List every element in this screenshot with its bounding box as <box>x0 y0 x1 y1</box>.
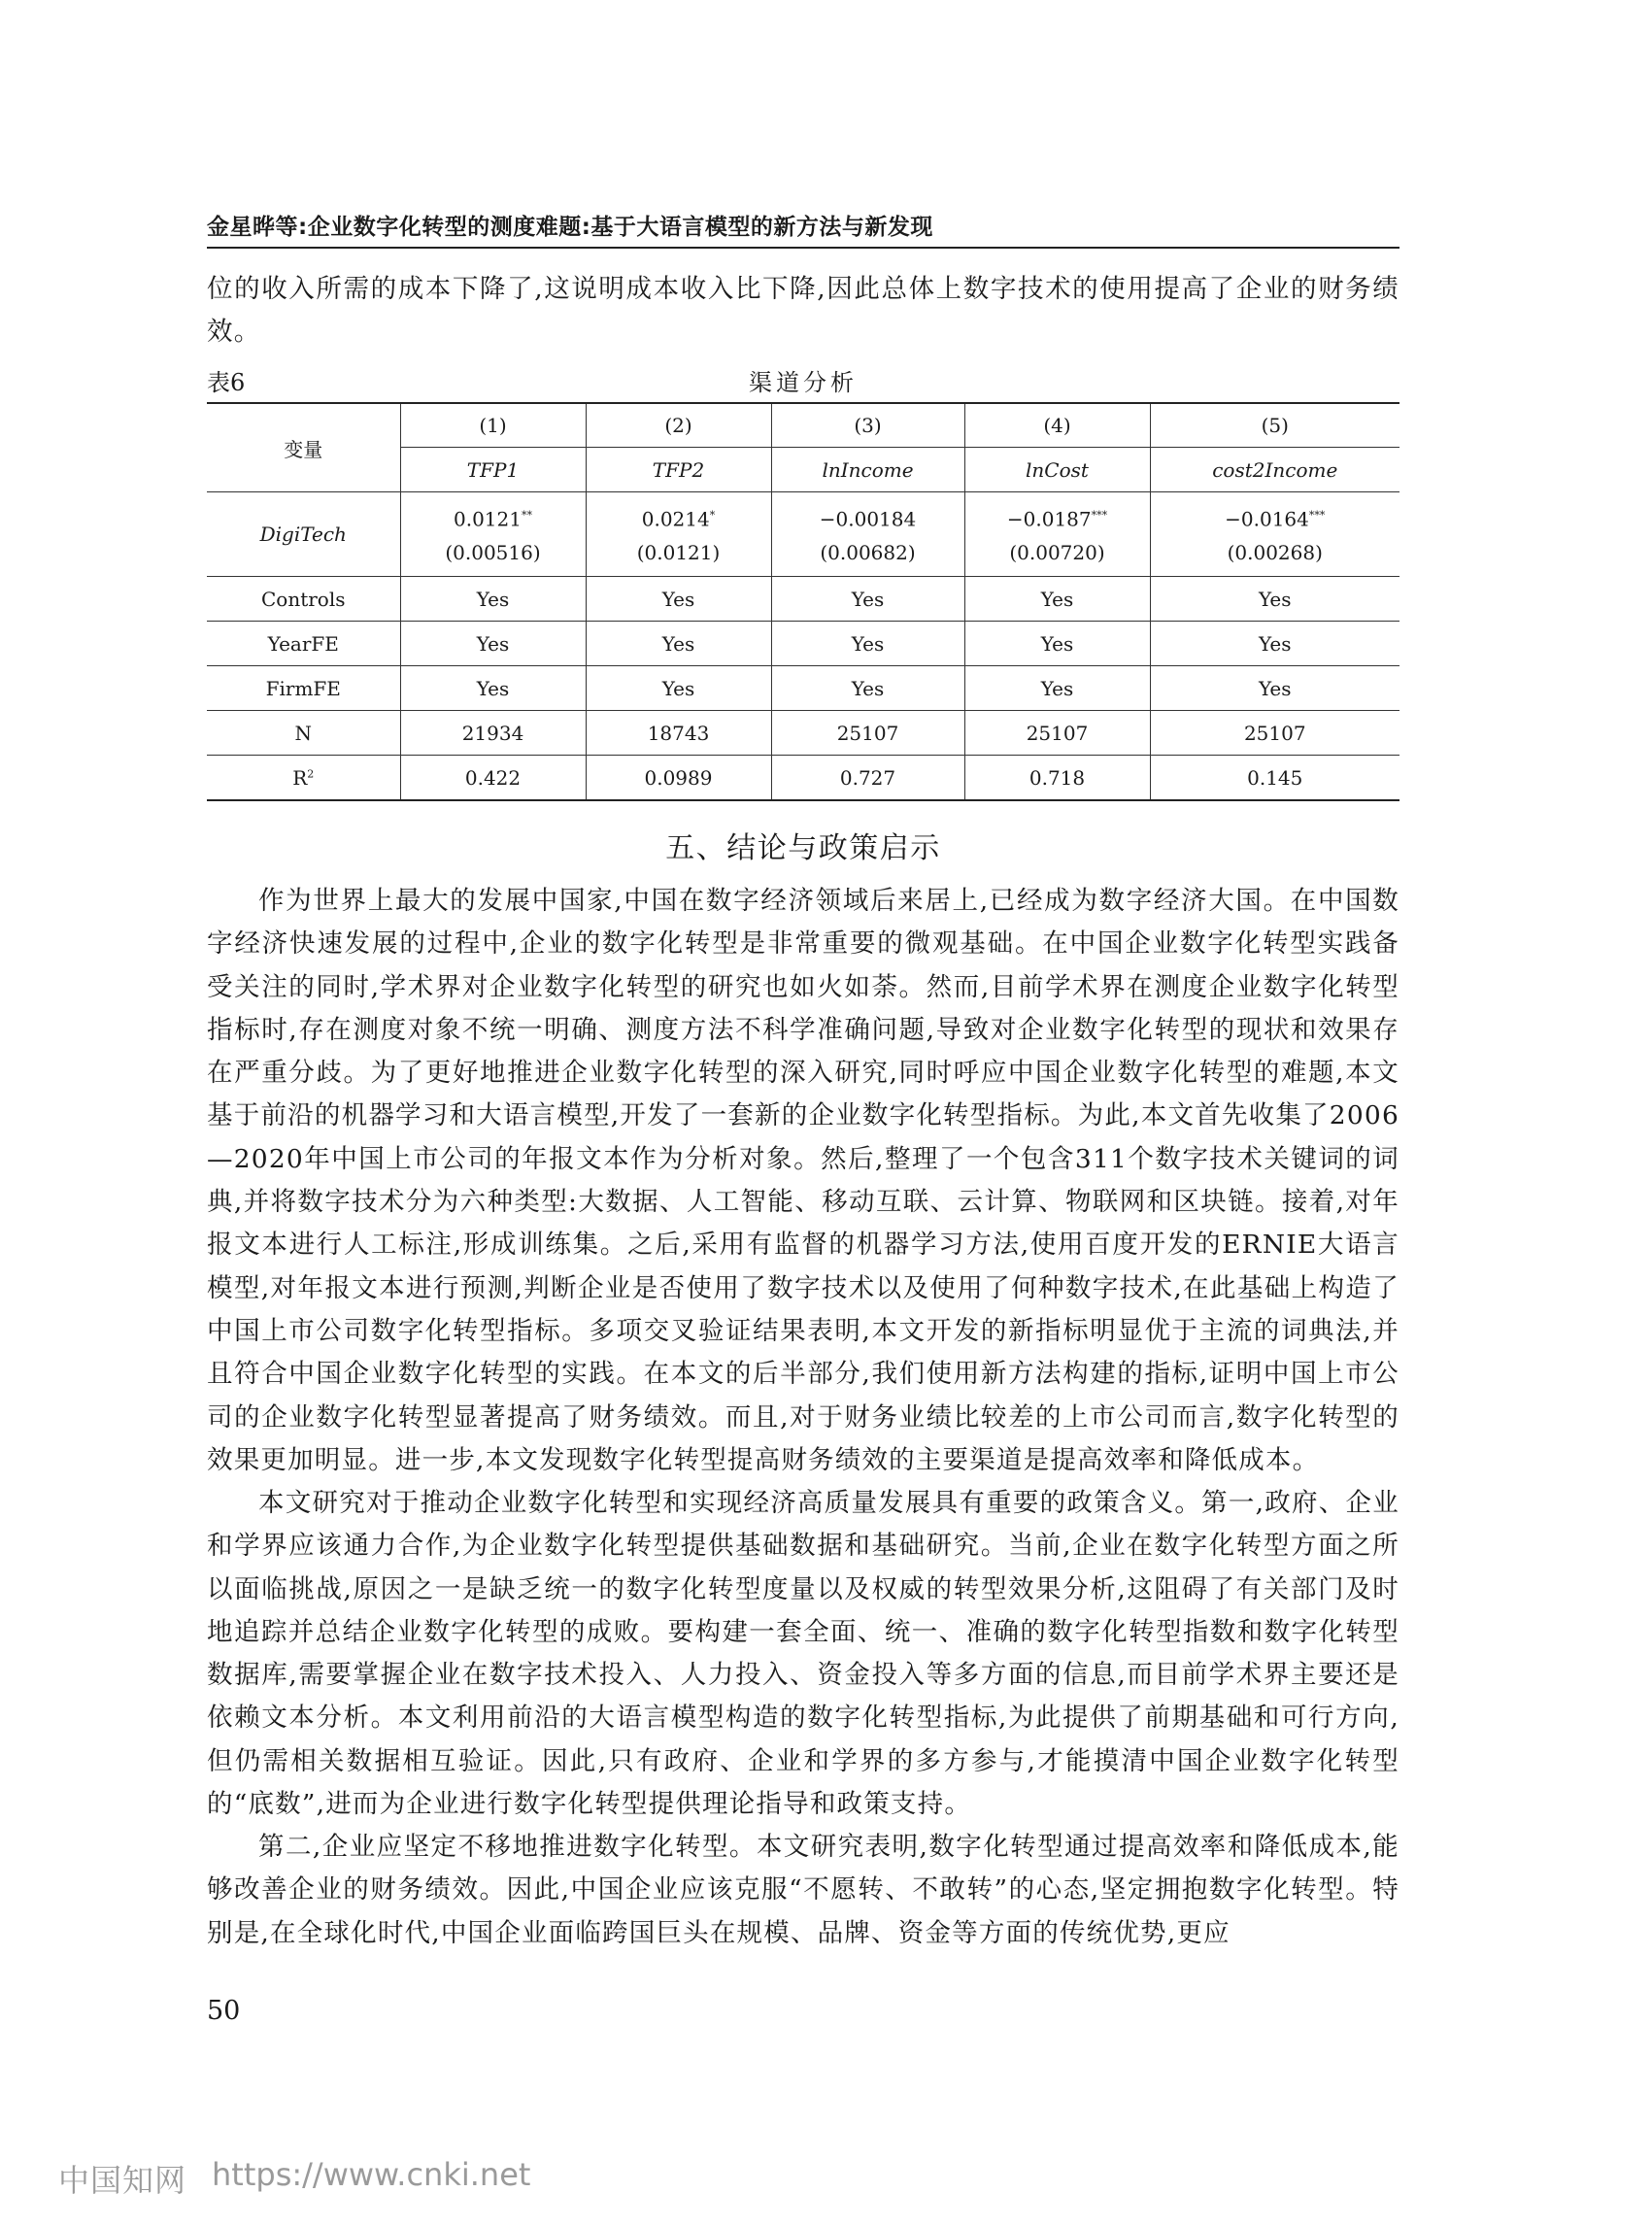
table-cell: Yes <box>586 577 771 622</box>
table-cell: 25107 <box>1150 711 1399 756</box>
coef-value: 0.0121 <box>454 507 522 531</box>
watermark-url: https://www.cnki.net <box>212 2156 531 2193</box>
table-cell: 21934 <box>400 711 586 756</box>
std-error: (0.0121) <box>636 540 721 564</box>
table-row <box>207 711 1399 756</box>
row-label: FirmFE <box>207 666 400 711</box>
row-label: Controls <box>207 577 400 622</box>
significance-stars: ** <box>521 509 532 523</box>
coef-value: 0.0214 <box>641 507 710 531</box>
std-error: (0.00516) <box>445 540 541 564</box>
coef-row-label: DigiTech <box>207 492 400 577</box>
coef-value: −0.0164 <box>1225 507 1309 531</box>
watermark-logo: 中国知网 <box>58 2162 187 2199</box>
col-number: (1) <box>400 403 586 448</box>
significance-stars: *** <box>1308 509 1326 523</box>
col-name: cost2Income <box>1150 448 1399 492</box>
std-error: (0.00268) <box>1227 540 1323 564</box>
significance-stars: * <box>709 509 716 523</box>
table-header-row-numbers <box>207 403 1399 448</box>
table-cell: 0.718 <box>964 756 1150 801</box>
coef-cell <box>964 492 1150 577</box>
intro-paragraph: 位的收入所需的成本下降了,这说明成本收入比下降,因此总体上数字技术的使用提高了企业的财务绩效。 <box>207 274 1399 348</box>
col-number: (2) <box>586 403 771 448</box>
row-label <box>207 756 400 801</box>
r2-superscript: 2 <box>307 766 315 780</box>
table-cell: 18743 <box>586 711 771 756</box>
table-cell: Yes <box>400 666 586 711</box>
table-row <box>207 622 1399 666</box>
body-paragraph: 本文研究对于推动企业数字化转型和实现经济高质量发展具有重要的政策含义。第一,政府、企业和学界应该通力合作,为企业数字化转型提供基础数据和基础研究。当前,企业在数字化转型方面之所以面临挑战,原因之一是缺乏统一的数字化转型度量以及权威的转型效果分析,这阻碍了有关部门及时地追踪并总结企业数字化转型的成败。要构建一套全面、统一、准确的数字化转型指数和数字化转型数据库,需要掌握企业在数字技术投入、人力投入、资金投入等多方面的信息,而目前学术界主要还是依赖文本分析。本文利用前沿的大语言模型构造的数字化转型指标,为此提供了前期基础和可行方向,但仍需相关数据相互验证。因此,只有政府、企业和学界的多方参与,才能摸清中国企业数字化转型的“底数”,进而为企业进行数字化转型提供理论指导和政策支持。 <box>207 1488 1399 1820</box>
table-cell: 25107 <box>964 711 1150 756</box>
col-name: lnCost <box>964 448 1150 492</box>
row-label: N <box>207 711 400 756</box>
table-cell: Yes <box>400 577 586 622</box>
table-cell: 0.0989 <box>586 756 771 801</box>
table-cell: Yes <box>771 622 964 666</box>
table-cell: Yes <box>771 577 964 622</box>
coef-cell <box>586 492 771 577</box>
table-cell: Yes <box>771 666 964 711</box>
table-cell: Yes <box>586 622 771 666</box>
table-cell: 0.422 <box>400 756 586 801</box>
table-cell: Yes <box>1150 622 1399 666</box>
table-cell: 25107 <box>771 711 964 756</box>
page-number: 50 <box>207 1996 241 2026</box>
coef-cell <box>1150 492 1399 577</box>
table-title: 渠道分析 <box>749 369 858 396</box>
significance-stars: *** <box>1091 509 1108 523</box>
body-paragraph: 作为世界上最大的发展中国家,中国在数字经济领域后来居上,已经成为数字经济大国。在中国数字经济快速发展的过程中,企业的数字化转型是非常重要的微观基础。在中国企业数字化转型实践备受关注的同时,学术界对企业数字化转型的研究也如火如荼。然而,目前学术界在测度企业数字化转型指标时,存在测度对象不统一明确、测度方法不科学准确问题,导致对企业数字化转型的现状和效果存在严重分歧。为了更好地推进企业数字化转型的深入研究,同时呼应中国企业数字化转型的难题,本文基于前沿的机器学习和大语言模型,开发了一套新的企业数字化转型指标。为此,本文首先收集了2006—2020年中国上市公司的年报文本作为分析对象。然后,整理了一个包含311个数字技术关键词的词典,并将数字技术分为六种类型:大数据、人工智能、移动互联、云计算、物联网和区块链。接着,对年报文本进行人工标注,形成训练集。之后,采用有监督的机器学习方法,使用百度开发的ERNIE大语言模型,对年报文本进行预测,判断企业是否使用了数字技术以及使用了何种数字技术,在此基础上构造了中国上市公司数字化转型指标。多项交叉验证结果表明,本文开发的新指标明显优于主流的词典法,并且符合中国企业数字化转型的实践。在本文的后半部分,我们使用新方法构建的指标,证明中国上市公司的企业数字化转型显著提高了财务绩效。而且,对于财务业绩比较差的上市公司而言,数字化转型的效果更加明显。进一步,本文发现数字化转型提高财务绩效的主要渠道是提高效率和降低成本。 <box>207 886 1399 1475</box>
col-number: (4) <box>964 403 1150 448</box>
coef-value: −0.0187 <box>1006 507 1092 531</box>
header-rule <box>207 247 1399 249</box>
coef-cell <box>771 492 964 577</box>
std-error: (0.00682) <box>820 540 916 564</box>
coef-row <box>207 492 1399 577</box>
coef-value: −0.00184 <box>819 507 917 531</box>
col-number: (5) <box>1150 403 1399 448</box>
variable-header: 变量 <box>207 403 400 492</box>
std-error: (0.00720) <box>1009 540 1105 564</box>
running-header: 金星晔等:企业数字化转型的测度难题:基于大语言模型的新方法与新发现 <box>207 215 933 240</box>
table-cell: 0.727 <box>771 756 964 801</box>
table-cell: Yes <box>964 666 1150 711</box>
table-cell: Yes <box>400 622 586 666</box>
body-paragraph: 第二,企业应坚定不移地推进数字化转型。本文研究表明,数字化转型通过提高效率和降低成本,能够改善企业的财务绩效。因此,中国企业应该克服“不愿转、不敢转”的心态,坚定拥抱数字化转型。特别是,在全球化时代,中国企业面临跨国巨头在规模、品牌、资金等方面的传统优势,更应 <box>207 1832 1399 1948</box>
table-cell: Yes <box>964 622 1150 666</box>
col-number: (3) <box>771 403 964 448</box>
r2-label: R <box>292 765 308 790</box>
table-row <box>207 577 1399 622</box>
section-title: 五、结论与政策启示 <box>665 831 941 865</box>
table-row <box>207 756 1399 801</box>
table-label: 表6 <box>207 369 246 396</box>
regression-table <box>207 402 1399 801</box>
col-name: TFP2 <box>586 448 771 492</box>
col-name: lnIncome <box>771 448 964 492</box>
table-cell: Yes <box>964 577 1150 622</box>
coef-cell <box>400 492 586 577</box>
table-cell: Yes <box>586 666 771 711</box>
col-name: TFP1 <box>400 448 586 492</box>
table-cell: Yes <box>1150 666 1399 711</box>
table-row <box>207 666 1399 711</box>
row-label: YearFE <box>207 622 400 666</box>
table-cell: 0.145 <box>1150 756 1399 801</box>
table-cell: Yes <box>1150 577 1399 622</box>
